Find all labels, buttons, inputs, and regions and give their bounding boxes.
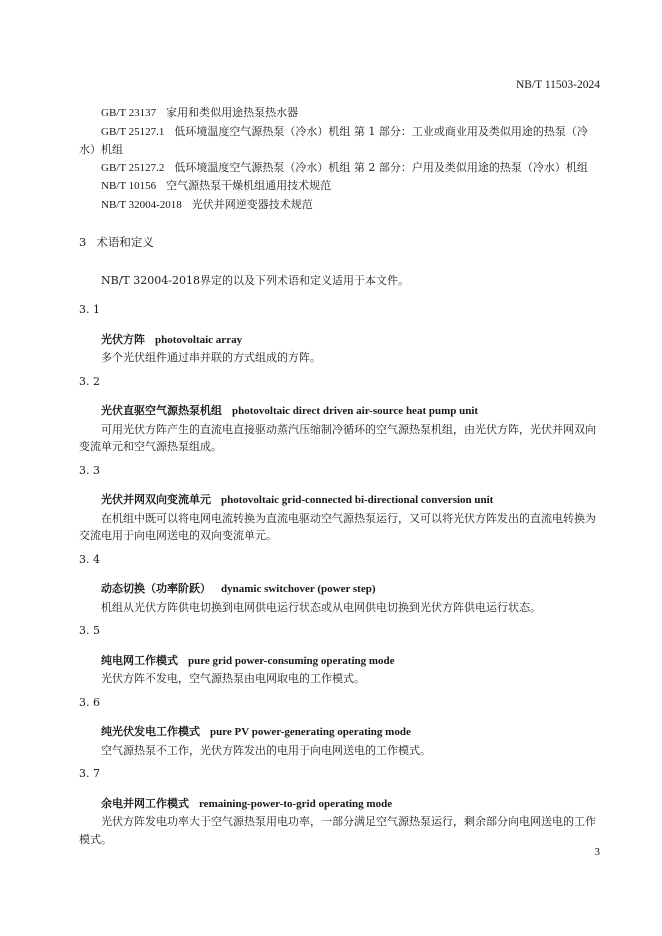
- term-number: 3. 5: [79, 624, 100, 637]
- document-body: [79, 104, 599, 854]
- term-title-cn: 余电并网工作模式: [101, 796, 189, 810]
- term-definition: 可用光伏方阵产生的直流电直接驱动蒸汽压缩制冷循环的空气源热泵机组，由光伏方阵，光伏并网双向变流单元和空气源热泵组成。: [79, 422, 596, 453]
- term-entry: [79, 694, 599, 760]
- term-title: [79, 580, 599, 599]
- section-number: 3: [79, 235, 87, 249]
- term-entry: [79, 373, 599, 456]
- term-definition: 光伏方阵发电功率大于空气源热泵用电功率，一部分满足空气源热泵运行，剩余部分向电网送电的工作模式。: [79, 815, 596, 846]
- term-title-en: remaining-power-to-grid operating mode: [199, 797, 393, 810]
- reference-code: NB/T 32004-2018: [101, 198, 182, 211]
- term-title-cn: 光伏并网双向变流单元: [101, 493, 211, 506]
- term-number: 3. 1: [79, 303, 100, 316]
- term-title: [79, 402, 599, 421]
- reference-title: 空气源热泵干燥机组通用技术规范: [166, 179, 332, 192]
- term-title-en: photovoltaic array: [155, 333, 243, 346]
- document-code: NB/T 11503-2024: [515, 79, 600, 91]
- term-number: 3. 7: [79, 767, 100, 780]
- reference-item: [79, 159, 599, 178]
- term-title-cn: 光伏直驱空气源热泵机组: [101, 404, 222, 417]
- term-title-cn: 光伏方阵: [101, 332, 145, 346]
- section-intro: NB/T 32004-2018界定的以及下列术语和定义适用于本文件。: [101, 273, 409, 287]
- term-number: 3. 2: [79, 374, 100, 388]
- reference-code: GB/T 25127.2: [101, 161, 165, 174]
- term-title: [79, 491, 599, 510]
- term-entry: [79, 765, 599, 848]
- term-title-en: dynamic switchover (power step): [221, 583, 376, 595]
- section-heading: [79, 234, 599, 252]
- term-definition: 空气源热泵不工作，光伏方阵发出的电用于向电网送电的工作模式。: [101, 743, 431, 757]
- term-title-cn: 动态切换（功率阶跃）: [101, 582, 211, 595]
- reference-title: 家用和类似用途热泵热水器: [166, 106, 299, 119]
- reference-item: [79, 196, 599, 215]
- term-number: 3. 6: [79, 695, 100, 709]
- reference-title: 低环境温度空气源热泵（冷水）机组 第 2 部分：户用及类似用途的热泵（冷水）机组: [174, 160, 588, 174]
- normative-references: [79, 104, 599, 214]
- term-entry: [79, 301, 599, 367]
- reference-code: NB/T 10156: [101, 180, 157, 192]
- term-entry: [79, 622, 599, 688]
- term-entry: [79, 551, 599, 617]
- term-definition: 光伏方阵不发电，空气源热泵由电网取电的工作模式。: [101, 672, 365, 685]
- term-number: 3. 3: [79, 463, 100, 477]
- reference-code: GB/T 25127.1: [101, 125, 165, 138]
- reference-code: GB/T 23137: [101, 107, 157, 119]
- term-title: [79, 723, 599, 742]
- reference-item: [79, 177, 599, 196]
- term-title-en: photovoltaic direct driven air-source heat pump unit: [232, 405, 479, 417]
- term-entry: [79, 462, 599, 545]
- reference-title: 低环境温度空气源热泵（冷水）机组 第 1 部分：工业或商业用及类似用途的热泵（冷水）机组: [79, 124, 588, 156]
- term-title-cn: 纯光伏发电工作模式: [101, 725, 200, 738]
- section-title: 术语和定义: [96, 235, 154, 249]
- page-number: 3: [594, 846, 600, 858]
- term-number: 3. 4: [79, 552, 100, 566]
- reference-title: 光伏并网逆变器技术规范: [191, 197, 313, 211]
- term-title-en: pure PV power-generating operating mode: [210, 726, 411, 738]
- reference-item: [79, 123, 599, 159]
- reference-item: [79, 104, 599, 123]
- term-title-en: photovoltaic grid-connected bi-directional conversion unit: [221, 494, 494, 506]
- term-definition: 多个光伏组件通过串并联的方式组成的方阵。: [101, 351, 321, 364]
- term-definition: 机组从光伏方阵供电切换到电网供电运行状态或从电网供电切换到光伏方阵供电运行状态。: [101, 600, 541, 614]
- term-title: [79, 652, 599, 671]
- term-title-cn: 纯电网工作模式: [101, 653, 178, 667]
- term-title: [79, 331, 599, 350]
- term-title-en: pure grid power-consuming operating mode: [188, 654, 395, 667]
- term-title: [79, 795, 599, 814]
- term-definition: 在机组中既可以将电网电流转换为直流电驱动空气源热泵运行，又可以将光伏方阵发出的直流电转换为交流电用于向电网送电的双向变流单元。: [79, 511, 596, 542]
